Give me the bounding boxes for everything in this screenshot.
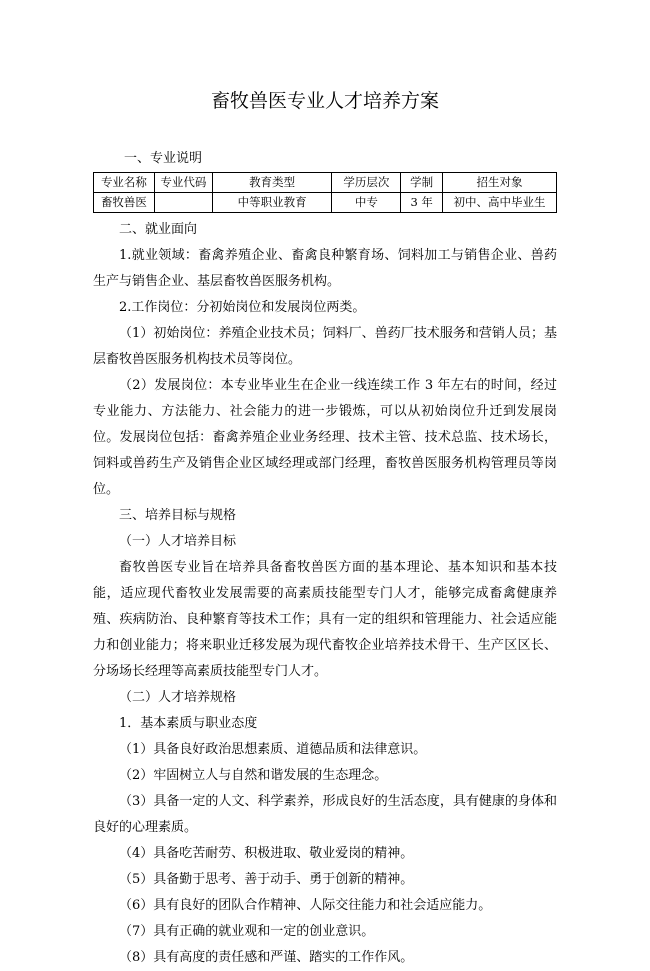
specialty-table (93, 172, 557, 213)
table-header-cell: 教育类型 (212, 173, 332, 193)
table-cell: 3 年 (401, 193, 443, 213)
list-item: （8）具有高度的责任感和严谨、踏实的工作作风。 (119, 950, 414, 965)
paragraph: 2.工作岗位：分初始岗位和发展岗位两类。 (119, 300, 366, 315)
table-cell (154, 193, 212, 213)
table-cell: 畜牧兽医 (94, 193, 155, 213)
list-item: （2）牢固树立人与自然和谐发展的生态理念。 (119, 768, 388, 783)
table-header-cell: 专业代码 (154, 173, 212, 193)
section-heading: 二、就业面向 (119, 222, 198, 237)
paragraph: （2）发展岗位：本专业毕业生在企业一线连续工作 3 年左右的时间，经过专业能力、方法能力、社会能力的进一步锻炼，可以从初始岗位升迁到发展岗位。发展岗位包括：畜禽养殖企业业务经理、技术主管、技术总监、技术场长，饲料或兽药生产及销售企业区域经理或部门经理，畜牧兽医服务机构管理员等岗位。 (93, 378, 557, 497)
subsection-heading: （二）人才培养规格 (119, 690, 237, 705)
list-item: （5）具备勤于思考、善于动手、勇于创新的精神。 (119, 872, 414, 887)
list-heading: 1．基本素质与职业态度 (119, 716, 258, 731)
document-body (93, 217, 557, 971)
table-header-cell: 学制 (401, 173, 443, 193)
table-header-cell: 招生对象 (443, 173, 557, 193)
paragraph: 1.就业领域：畜禽养殖企业、畜禽良种繁育场、饲料加工与销售企业、兽药生产与销售企业、基层畜牧兽医服务机构。 (93, 248, 557, 289)
list-item: （7）具有正确的就业观和一定的创业意识。 (119, 924, 375, 939)
table-header-row (94, 173, 557, 193)
list-item: （4）具备吃苦耐劳、积极进取、敬业爱岗的精神。 (119, 846, 414, 861)
section-heading: 一、专业说明 (124, 151, 203, 166)
document-title: 畜牧兽医专业人才培养方案 (210, 90, 439, 112)
subsection-heading: （一）人才培养目标 (119, 534, 237, 549)
table-cell: 中等职业教育 (212, 193, 332, 213)
table-cell: 初中、高中毕业生 (443, 193, 557, 213)
table-header-cell: 专业名称 (94, 173, 155, 193)
paragraph: 畜牧兽医专业旨在培养具备畜牧兽医方面的基本理论、基本知识和基本技能，适应现代畜牧业发展需要的高素质技能型专门人才，能够完成畜禽健康养殖、疾病防治、良种繁育等技术工作；具有一定的组织和管理能力、社会适应能力和创业能力；将来职业迁移发展为现代畜牧企业培养技术骨干、生产区区长、分场场长经理等高素质技能型专门人才。 (93, 560, 557, 679)
list-item: （6）具有良好的团队合作精神、人际交往能力和社会适应能力。 (119, 898, 492, 913)
section-heading: 三、培养目标与规格 (119, 508, 237, 523)
table-row (94, 193, 557, 213)
table-header-cell: 学历层次 (332, 173, 401, 193)
list-item: （1）具备良好政治思想素质、道德品质和法律意识。 (119, 742, 427, 757)
paragraph: （1）初始岗位：养殖企业技术员；饲料厂、兽药厂技术服务和营销人员；基层畜牧兽医服务机构技术员等岗位。 (93, 326, 557, 367)
table-cell: 中专 (332, 193, 401, 213)
list-item: （3）具备一定的人文、科学素养，形成良好的生活态度，具有健康的身体和良好的心理素质。 (93, 794, 557, 835)
